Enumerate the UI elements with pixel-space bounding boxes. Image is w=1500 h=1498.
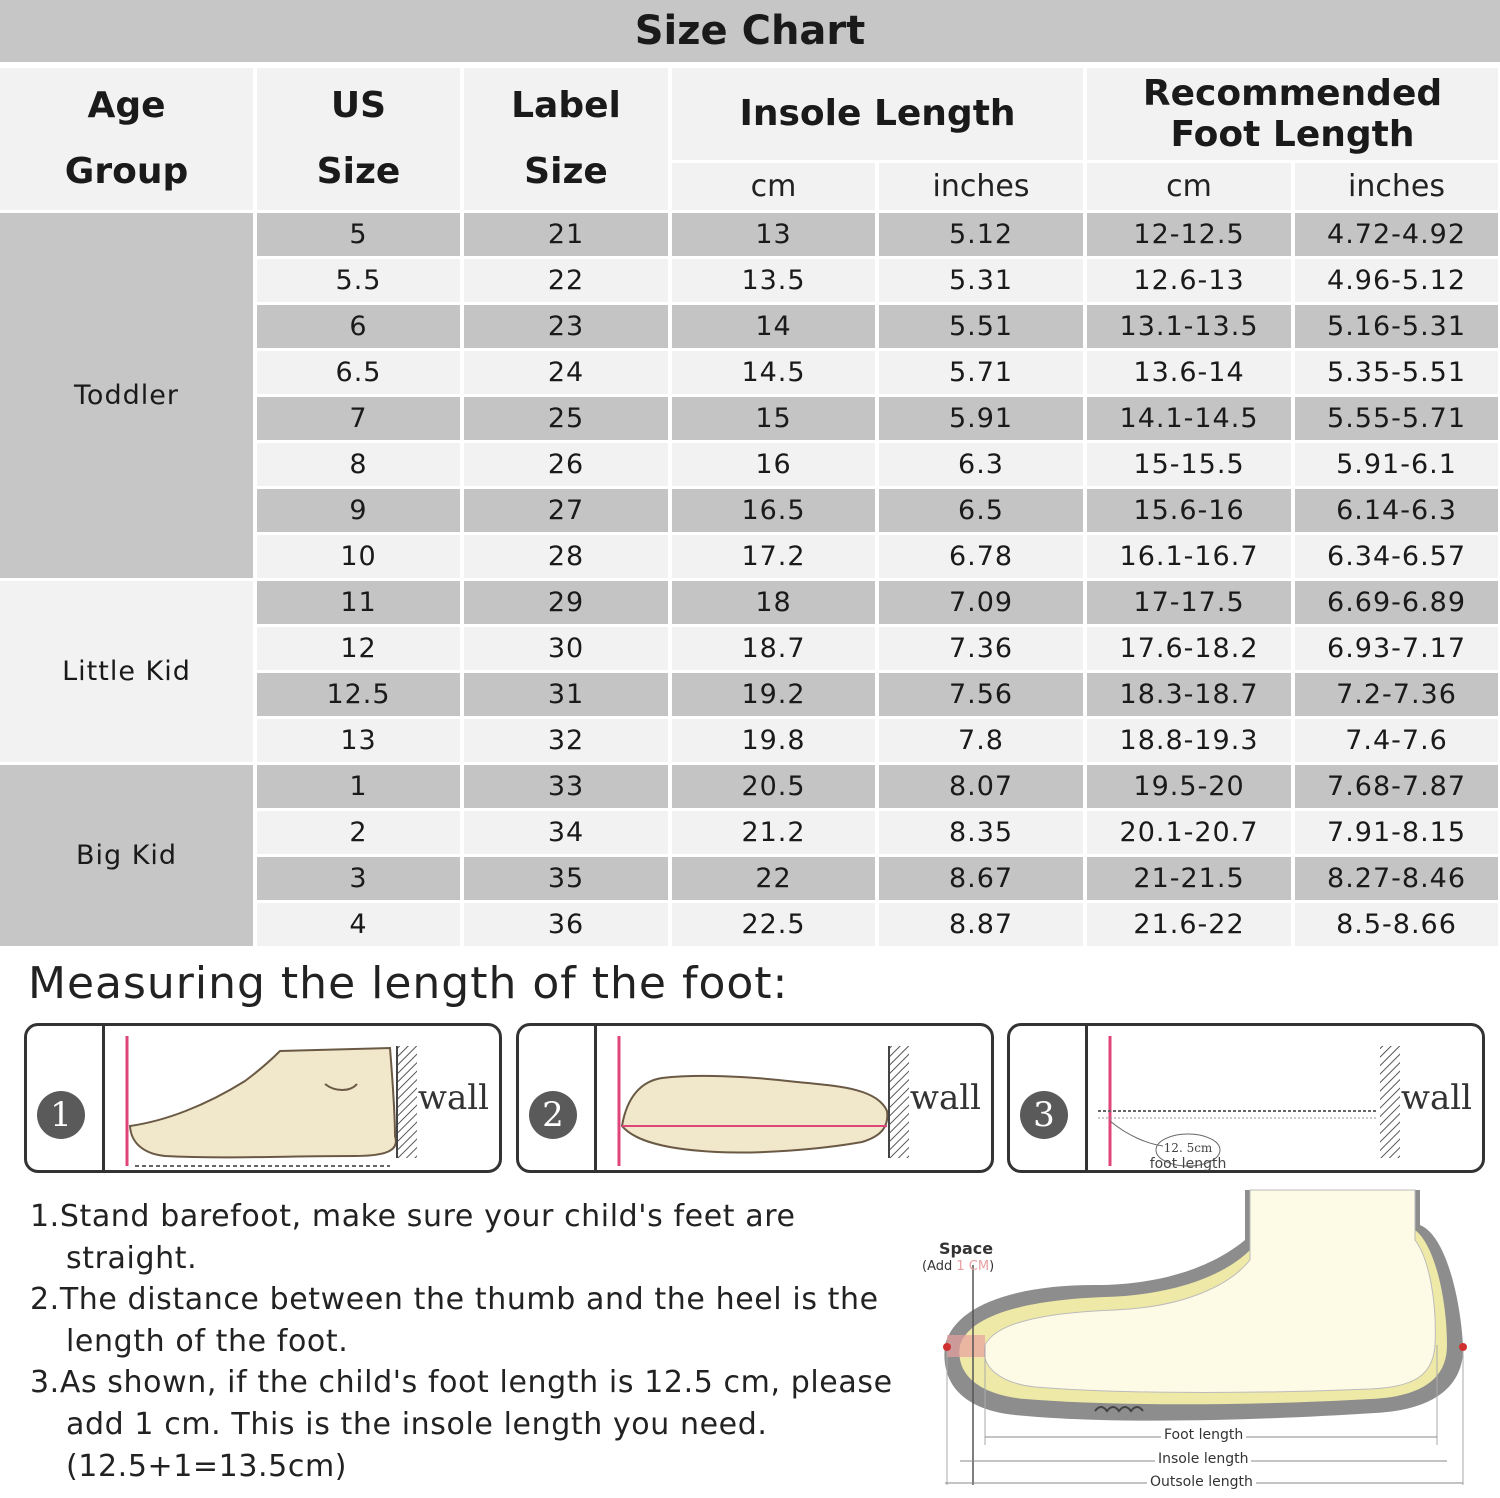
insole-cm-cell: 13.5 (670, 257, 877, 303)
header-age-line1: Age (87, 84, 166, 126)
us-size-cell: 11 (255, 579, 462, 625)
label-size-cell: 23 (462, 303, 670, 349)
step-3-panel (1007, 1023, 1485, 1173)
shoe-fit-diagram (915, 1185, 1485, 1495)
insole-inches-cell: 5.51 (877, 303, 1085, 349)
label-size-cell: 25 (462, 395, 670, 441)
size-table (0, 68, 1500, 949)
header-label-size (462, 68, 670, 211)
insole-inches-cell: 8.07 (877, 763, 1085, 809)
header-label-line2: Size (524, 150, 608, 192)
label-size-cell: 21 (462, 211, 670, 257)
label-size-cell: 33 (462, 763, 670, 809)
insole-cm-cell: 15 (670, 395, 877, 441)
foot-cm-cell: 12.6-13 (1085, 257, 1293, 303)
foot-inches-cell: 6.34-6.57 (1293, 533, 1500, 579)
instructions-list (30, 1196, 910, 1487)
foot-inches-cell: 5.16-5.31 (1293, 303, 1500, 349)
instruction-2: 2.The distance between the thumb and the heel is the length of the foot. (30, 1282, 879, 1359)
foot-cm-cell: 15.6-16 (1085, 487, 1293, 533)
label-size-cell: 30 (462, 625, 670, 671)
us-size-cell: 12.5 (255, 671, 462, 717)
us-size-cell: 4 (255, 901, 462, 947)
foot-inches-cell: 6.93-7.17 (1293, 625, 1500, 671)
label-size-cell: 22 (462, 257, 670, 303)
size-table-body (0, 211, 1500, 947)
step-2-panel (516, 1023, 994, 1173)
us-size-cell: 6 (255, 303, 462, 349)
insole-cm-cell: 14 (670, 303, 877, 349)
step-2-foot-top-illustration (597, 1026, 917, 1172)
insole-inches-cell: 7.09 (877, 579, 1085, 625)
insole-cm-cell: 21.2 (670, 809, 877, 855)
unit-insole-cm: cm (670, 161, 877, 211)
foot-cm-cell: 20.1-20.7 (1085, 809, 1293, 855)
table-row (0, 579, 1500, 625)
foot-inches-cell: 7.4-7.6 (1293, 717, 1500, 763)
insole-inches-cell: 8.67 (877, 855, 1085, 901)
label-size-cell: 32 (462, 717, 670, 763)
label-size-cell: 34 (462, 809, 670, 855)
space-note-suffix: ) (989, 1259, 995, 1274)
space-label: Space (939, 1239, 994, 1258)
foot-cm-cell: 19.5-20 (1085, 763, 1293, 809)
us-size-cell: 3 (255, 855, 462, 901)
label-size-cell: 26 (462, 441, 670, 487)
us-size-cell: 12 (255, 625, 462, 671)
us-size-cell: 13 (255, 717, 462, 763)
insole-cm-cell: 16.5 (670, 487, 877, 533)
insole-inches-cell: 5.91 (877, 395, 1085, 441)
table-row (0, 211, 1500, 257)
foot-inches-cell: 7.91-8.15 (1293, 809, 1500, 855)
foot-cm-cell: 16.1-16.7 (1085, 533, 1293, 579)
foot-cm-cell: 13.6-14 (1085, 349, 1293, 395)
step-2-number: 2 (529, 1091, 577, 1139)
step-3-measure-illustration (1088, 1026, 1408, 1172)
foot-inches-cell: 5.55-5.71 (1293, 395, 1500, 441)
header-age-group (0, 68, 255, 211)
unit-insole-inches: inches (877, 161, 1085, 211)
header-us-size (255, 68, 462, 211)
step-1-number: 1 (37, 1091, 85, 1139)
label-size-cell: 28 (462, 533, 670, 579)
space-note-prefix: (Add (922, 1259, 957, 1274)
unit-foot-inches: inches (1293, 161, 1500, 211)
insole-cm-cell: 17.2 (670, 533, 877, 579)
header-us-line1: US (330, 84, 387, 126)
label-size-cell: 24 (462, 349, 670, 395)
foot-cm-cell: 13.1-13.5 (1085, 303, 1293, 349)
foot-cm-cell: 21-21.5 (1085, 855, 1293, 901)
us-size-cell: 7 (255, 395, 462, 441)
insole-inches-cell: 5.31 (877, 257, 1085, 303)
header-recommended-foot-length (1085, 68, 1500, 161)
foot-inches-cell: 5.35-5.51 (1293, 349, 1500, 395)
foot-inches-cell: 5.91-6.1 (1293, 441, 1500, 487)
foot-inches-cell: 7.68-7.87 (1293, 763, 1500, 809)
step-1-foot-side-illustration (105, 1026, 425, 1172)
header-label-line1: Label (511, 84, 621, 126)
us-size-cell: 1 (255, 763, 462, 809)
foot-cm-cell: 17.6-18.2 (1085, 625, 1293, 671)
header-age-line2: Group (64, 150, 189, 192)
step-1-panel (24, 1023, 502, 1173)
insole-inches-cell: 6.5 (877, 487, 1085, 533)
unit-foot-cm: cm (1085, 161, 1293, 211)
size-chart-title: Size Chart (0, 0, 1500, 62)
insole-cm-cell: 18 (670, 579, 877, 625)
step-1-wall-label: wall (417, 1078, 489, 1118)
insole-cm-cell: 19.2 (670, 671, 877, 717)
insole-inches-cell: 6.3 (877, 441, 1085, 487)
label-size-cell: 31 (462, 671, 670, 717)
foot-cm-cell: 14.1-14.5 (1085, 395, 1293, 441)
insole-inches-cell: 8.35 (877, 809, 1085, 855)
insole-cm-cell: 19.8 (670, 717, 877, 763)
age-group-cell: Toddler (0, 211, 255, 579)
insole-inches-cell: 5.12 (877, 211, 1085, 257)
header-rec-line1: Recommended (1142, 72, 1443, 114)
foot-inches-cell: 7.2-7.36 (1293, 671, 1500, 717)
foot-inches-cell: 8.27-8.46 (1293, 855, 1500, 901)
us-size-cell: 10 (255, 533, 462, 579)
instruction-3: 3.As shown, if the child's foot length is 12.5 cm, please add 1 cm. This is the insole length you need.(12.5+1=13.5cm) (30, 1365, 893, 1484)
table-row (0, 763, 1500, 809)
foot-cm-cell: 17-17.5 (1085, 579, 1293, 625)
us-size-cell: 8 (255, 441, 462, 487)
foot-inches-cell: 6.14-6.3 (1293, 487, 1500, 533)
insole-length-label: Insole length (1155, 1451, 1251, 1467)
step-3-measure-value: 12. 5cm (1163, 1141, 1213, 1155)
age-group-cell: Little Kid (0, 579, 255, 763)
foot-cm-cell: 18.8-19.3 (1085, 717, 1293, 763)
foot-inches-cell: 6.69-6.89 (1293, 579, 1500, 625)
foot-cm-cell: 12-12.5 (1085, 211, 1293, 257)
insole-inches-cell: 7.56 (877, 671, 1085, 717)
us-size-cell: 2 (255, 809, 462, 855)
insole-cm-cell: 18.7 (670, 625, 877, 671)
insole-cm-cell: 22.5 (670, 901, 877, 947)
header-rec-line2: Foot Length (1170, 113, 1415, 155)
header-insole-length: Insole Length (670, 68, 1085, 161)
foot-length-label: Foot length (1161, 1427, 1246, 1443)
insole-inches-cell: 7.36 (877, 625, 1085, 671)
label-size-cell: 29 (462, 579, 670, 625)
label-size-cell: 36 (462, 901, 670, 947)
space-note-value: 1 CM (956, 1259, 990, 1274)
step-2-wall-label: wall (909, 1078, 981, 1118)
us-size-cell: 6.5 (255, 349, 462, 395)
measuring-title: Measuring the length of the foot: (28, 958, 789, 1009)
insole-cm-cell: 16 (670, 441, 877, 487)
shoe-cross-section-illustration (915, 1185, 1485, 1495)
instruction-1: 1.Stand barefoot, make sure your child's feet are straight. (30, 1199, 796, 1276)
us-size-cell: 9 (255, 487, 462, 533)
step-3-number: 3 (1020, 1091, 1068, 1139)
step-3-measure-label: foot length (1149, 1156, 1227, 1172)
insole-inches-cell: 7.8 (877, 717, 1085, 763)
age-group-cell: Big Kid (0, 763, 255, 947)
us-size-cell: 5 (255, 211, 462, 257)
insole-cm-cell: 13 (670, 211, 877, 257)
foot-cm-cell: 21.6-22 (1085, 901, 1293, 947)
foot-cm-cell: 18.3-18.7 (1085, 671, 1293, 717)
foot-inches-cell: 4.96-5.12 (1293, 257, 1500, 303)
insole-cm-cell: 14.5 (670, 349, 877, 395)
insole-cm-cell: 22 (670, 855, 877, 901)
foot-inches-cell: 4.72-4.92 (1293, 211, 1500, 257)
header-us-line2: Size (316, 150, 401, 192)
us-size-cell: 5.5 (255, 257, 462, 303)
foot-cm-cell: 15-15.5 (1085, 441, 1293, 487)
outsole-length-label: Outsole length (1147, 1474, 1256, 1490)
step-3-wall-label: wall (1400, 1078, 1472, 1118)
label-size-cell: 35 (462, 855, 670, 901)
insole-inches-cell: 6.78 (877, 533, 1085, 579)
insole-inches-cell: 5.71 (877, 349, 1085, 395)
insole-cm-cell: 20.5 (670, 763, 877, 809)
space-note (922, 1259, 994, 1274)
insole-inches-cell: 8.87 (877, 901, 1085, 947)
foot-inches-cell: 8.5-8.66 (1293, 901, 1500, 947)
label-size-cell: 27 (462, 487, 670, 533)
